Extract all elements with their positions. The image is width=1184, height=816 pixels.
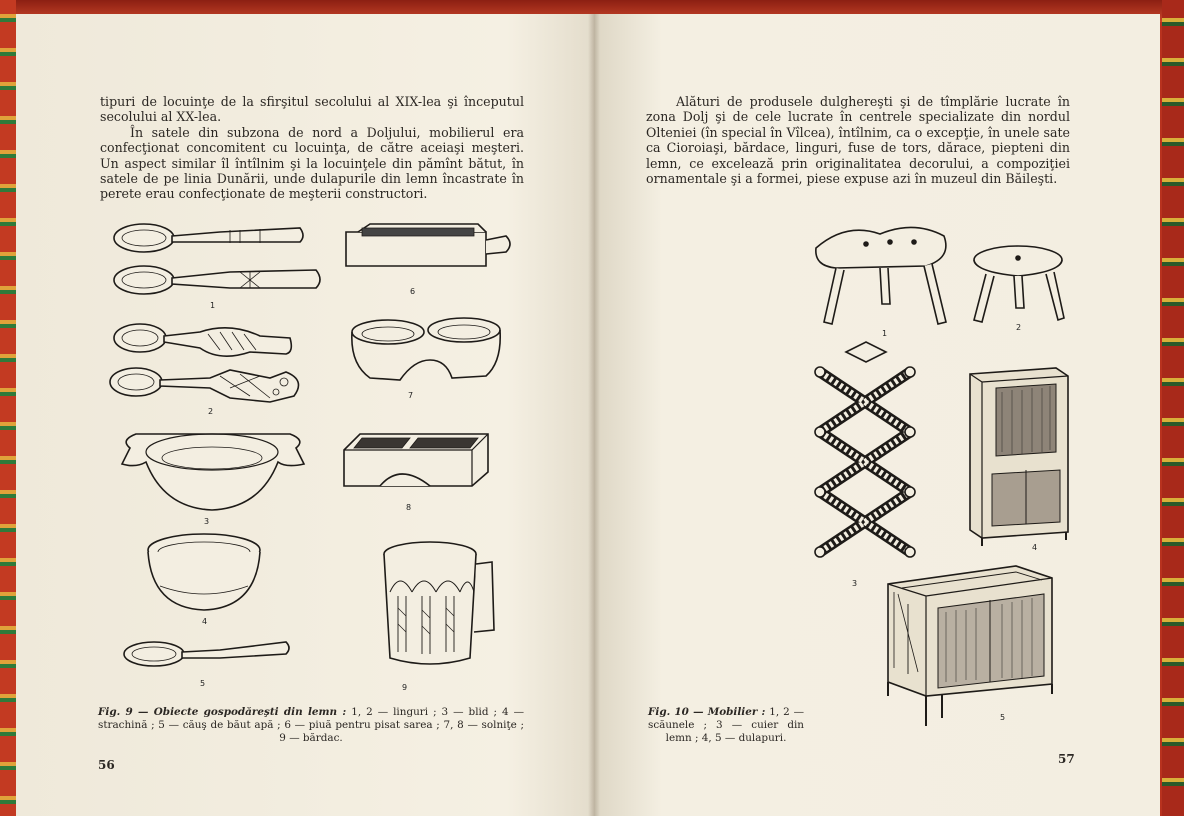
salt-mortar-6-illustration: [346, 224, 510, 266]
spoon-2b-illustration: [110, 368, 299, 402]
fig10-label-2: 2: [1016, 323, 1022, 332]
bowl-4-illustration: [148, 534, 260, 610]
fig9-label-4: 4: [202, 617, 208, 626]
fig10-label-5: 5: [1000, 713, 1006, 722]
fig9-label-5: 5: [200, 679, 206, 688]
chest-cupboard-5-illustration: [888, 566, 1052, 726]
fig10-label-1: 1: [882, 329, 888, 338]
figure-9-caption-body: 1, 2 — linguri ; 3 — blid ; 4 — strachină ; 5 — căuş de băut apă ; 6 — piuă pentru pisat sarea ; 7, 8 — solniţe ; 9 — bărdac.: [98, 706, 524, 744]
left-page-body: [100, 94, 524, 202]
stool-1-illustration: [816, 227, 946, 324]
fig9-label-7: 7: [408, 391, 414, 400]
fig10-label-3: 3: [852, 579, 858, 588]
fig9-label-2: 2: [208, 407, 214, 416]
bowl-3-illustration: [122, 434, 304, 510]
spoon-2a-illustration: [114, 324, 291, 356]
fig9-label-3: 3: [204, 517, 210, 526]
figure-10-caption-lead: Fig. 10 — Mobilier :: [648, 706, 766, 718]
figure-9-caption: [98, 706, 524, 745]
left-paragraph-1: tipuri de locuinţe de la sfirşitul secolului al XIX-lea şi începutul secolului al XX-lea.: [100, 94, 524, 125]
book-cover-left-edge: [0, 0, 16, 816]
book-cover-right-edge: [1162, 0, 1184, 816]
figure-10-furniture: [806, 212, 1076, 736]
figure-10-caption: [648, 706, 804, 745]
figure-9-caption-lead: Fig. 9 — Obiecte gospodăreşti din lemn :: [98, 706, 347, 718]
right-page-number: 57: [1058, 752, 1075, 766]
stool-2-illustration: [974, 246, 1064, 322]
spoon-1a-illustration: [114, 224, 303, 252]
fig9-label-9: 9: [402, 683, 408, 692]
fig9-label-6: 6: [410, 287, 416, 296]
right-page-body: [646, 94, 1070, 186]
salt-cellar-7-illustration: [352, 318, 500, 380]
figure-10-caption-body: 1, 2 — scăunele ; 3 — cuier din lemn ; 4, 5 — dulapuri.: [648, 706, 804, 744]
book-gutter: [588, 14, 600, 816]
figure-9-wooden-objects: [100, 212, 530, 698]
spoon-1b-illustration: [114, 266, 320, 294]
fig9-label-8: 8: [406, 503, 412, 512]
left-paragraph-2: În satele din subzona de nord a Doljului, mobilierul era confecţionat concomitent cu locuinţa, de către aceiaşi meşteri. Un aspect similar îl întîlnim şi la locuinţele din pămînt bătut, în satele de pe linia Dunării, unde dulapurile din lemn încastrate în perete erau confecţionate de meşterii constructori.: [100, 124, 524, 202]
right-paragraph-1: Alături de produsele dulghereşti şi de tîmplărie lucrate în zona Dolj şi de cele lucrate în centrele specializate din nordul Olteniei (în special în Vîlcea), întîlnim, ca o excepţie, în unele sate ca Cioroiaşi, bărdace, linguri, fuse de tors, dărace, piepteni din lemn, ce excelează prin originalitatea decorului, a compoziţiei ornamentale şi a formei, piese expuse azi în muzeul din Băileşti.: [646, 94, 1070, 187]
coat-rack-3-illustration: [815, 342, 915, 557]
ladle-5-illustration: [124, 642, 289, 666]
fig10-label-4: 4: [1032, 543, 1038, 552]
left-page-number: 56: [98, 758, 115, 772]
cupboard-4-illustration: [970, 368, 1068, 546]
fig9-label-1: 1: [210, 301, 216, 310]
salt-cellar-8-illustration: [344, 434, 488, 486]
mug-9-illustration: [384, 542, 494, 664]
